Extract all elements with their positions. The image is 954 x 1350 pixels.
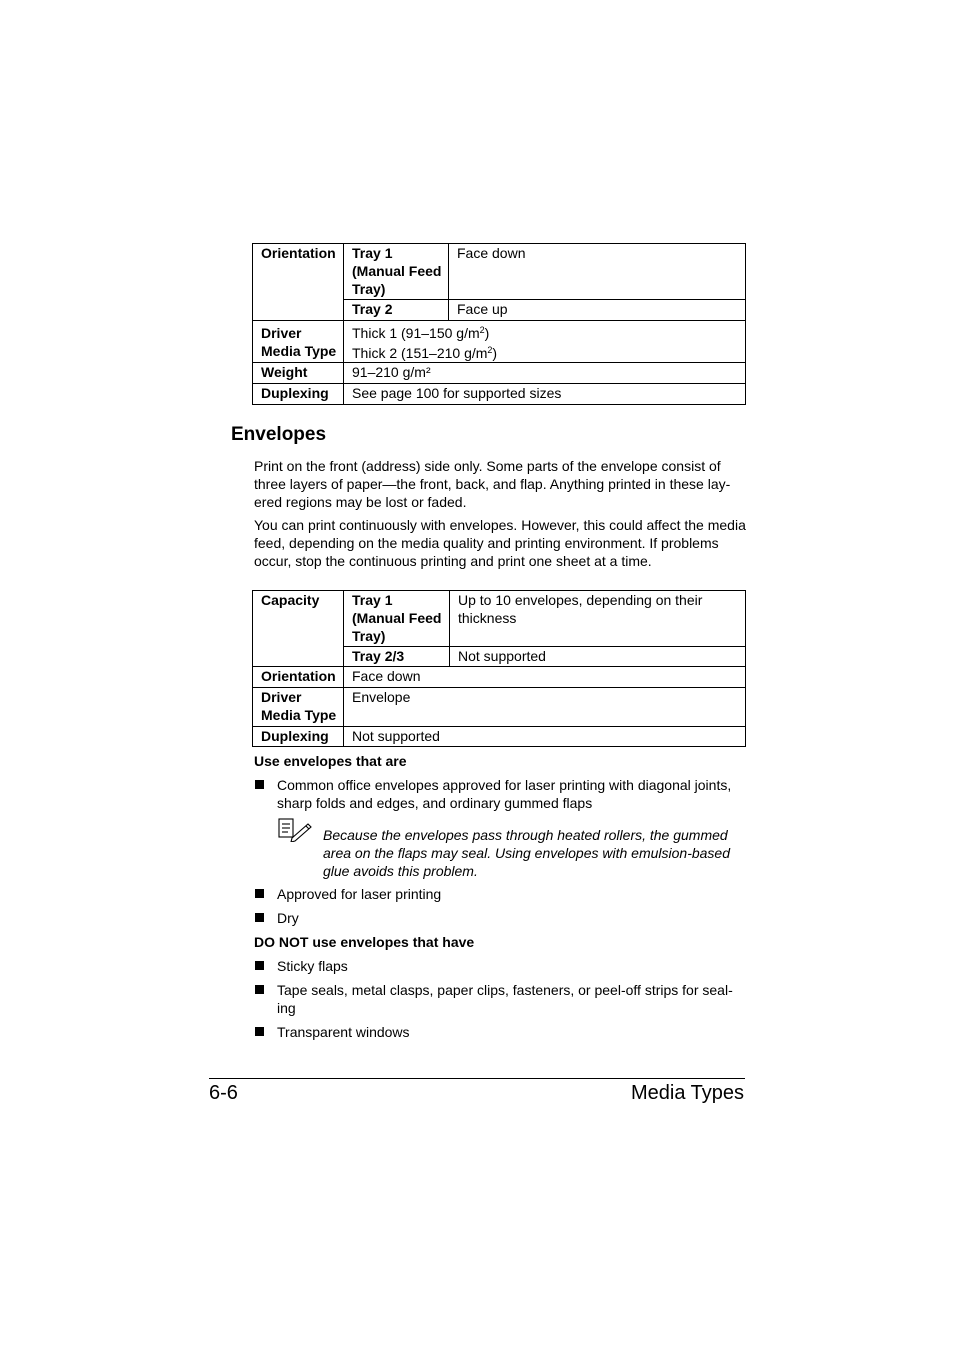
driver-media-type-label: Driver Media Type (253, 321, 344, 363)
tray23-label: Tray 2/3 (344, 647, 450, 667)
driver-media-type-label: Driver Media Type (253, 688, 344, 727)
intro-paragraph: Print on the front (address) side only. Some parts of the envelope consist of three layers of paper—the front, back, and flap. Anything printed in these lay-ered regions may be lost or faded. (254, 458, 731, 510)
section-heading: Envelopes (231, 424, 327, 445)
bullet-square-icon (255, 961, 264, 970)
tray1-value: Up to 10 envelopes, depending on their thickness (450, 591, 746, 647)
orientation-value: Face down (344, 667, 746, 688)
tray1-label: Tray 1 (Manual Feed Tray) (344, 591, 450, 647)
orientation-label: Orientation (253, 244, 344, 321)
duplexing-label: Duplexing (253, 727, 344, 747)
weight-label: Weight (253, 363, 344, 384)
page-number: 6-6 (209, 1082, 238, 1104)
bullet-square-icon (255, 985, 264, 994)
footer-divider (209, 1078, 745, 1079)
bullet-square-icon (255, 889, 264, 898)
tray1-value: Face down (449, 244, 746, 300)
tray1-label: Tray 1 (Manual Feed Tray) (344, 244, 449, 300)
duplexing-value: See page 100 for supported sizes (344, 384, 746, 405)
bullet-square-icon (255, 780, 264, 789)
driver-media-type-value: Thick 1 (91–150 $g/m^2$) Thick 2 (151–210 $g/m^2$) (344, 321, 746, 363)
note-pencil-icon (278, 818, 314, 842)
bullet-square-icon (255, 1027, 264, 1036)
tray2-label: Tray 2 (344, 300, 449, 321)
weight-value: 91–210 g/m² (344, 363, 746, 384)
chapter-title: Media Types (630, 1082, 744, 1104)
duplexing-value: Not supported (344, 727, 746, 747)
bullet-square-icon (255, 913, 264, 922)
media-spec-table (252, 243, 746, 405)
do-not-use-label: DO NOT use envelopes that have (254, 934, 475, 950)
orientation-label: Orientation (253, 667, 344, 688)
use-envelopes-label: Use envelopes that are (254, 753, 407, 769)
tray23-value: Not supported (450, 647, 746, 667)
note-text: Because the envelopes pass through heated rollers, the gummed area on the flaps may seal. Using envelopes with emulsion-based glue avoids this problem. (323, 827, 731, 879)
tray2-value: Face up (449, 300, 746, 321)
capacity-label: Capacity (253, 591, 344, 667)
continuous-print-paragraph: You can print continuously with envelopes. However, this could affect the media feed, depending on the media quality and printing environment. If problems occur, stop the continuous printing and print one sheet at a time. (254, 517, 746, 569)
driver-media-type-value: Envelope (344, 688, 746, 727)
envelope-spec-table (252, 590, 746, 747)
duplexing-label: Duplexing (253, 384, 344, 405)
